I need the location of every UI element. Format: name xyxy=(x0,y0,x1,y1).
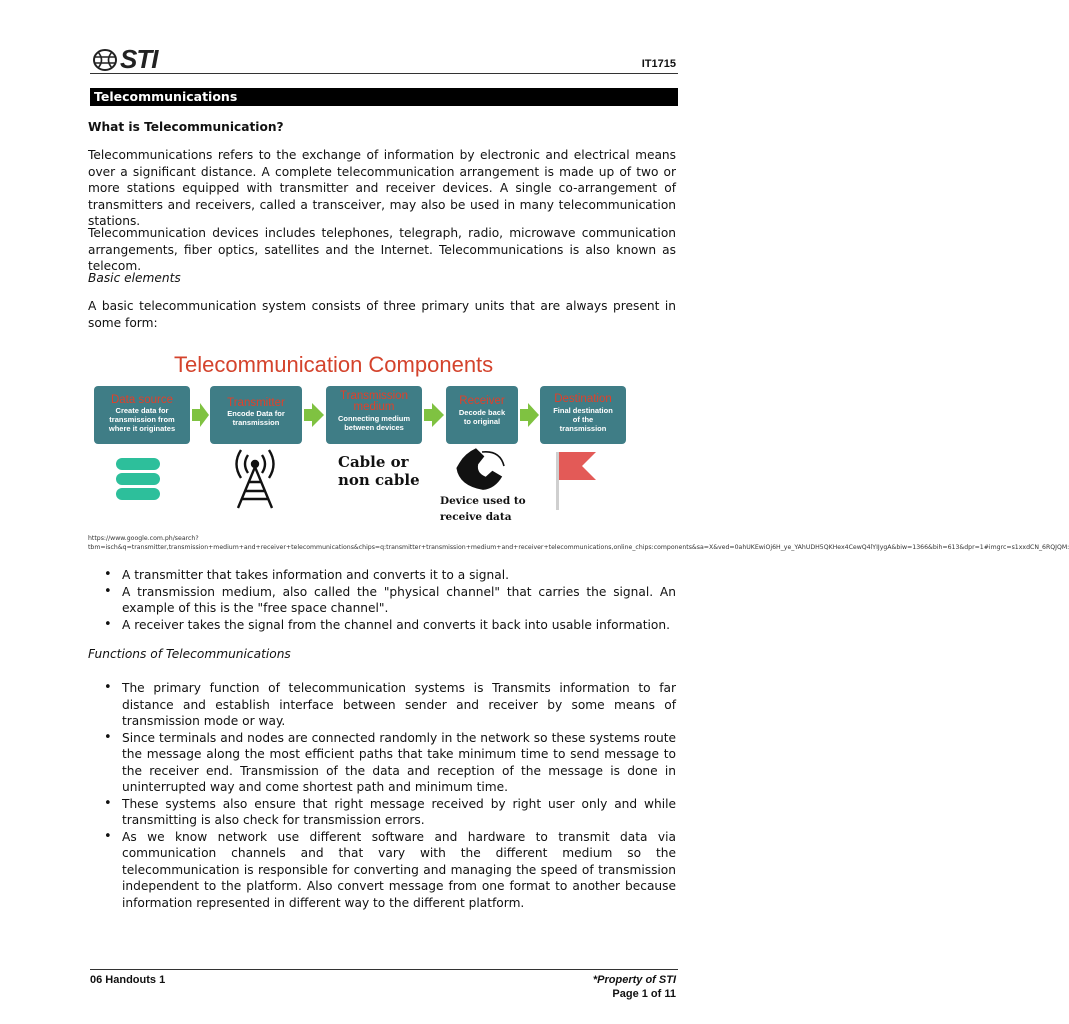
list-item: • The primary function of telecommunication systems is Transmits information to far distance and establish interface between sender and receiver by some means of transmission mode or way. xyxy=(104,680,676,730)
box-title: Data source xyxy=(110,394,174,406)
device-label: receive data xyxy=(440,511,512,523)
box-desc: to original xyxy=(463,417,501,426)
device-label: Device used to xyxy=(440,495,526,507)
document-code: IT1715 xyxy=(641,58,676,70)
cable-label: non cable xyxy=(338,471,420,489)
paragraph-definition: Telecommunications refers to the exchange of information by electronic and electrical means over a significant distance. A complete telecommunication arrangement is made up of two or more stations equipped with transmitter and receiver devices. A single co-arrangement of transmitters and receivers, called a transceiver, may also be used in many telecommunication stations. xyxy=(88,148,676,228)
subheading-functions: Functions of Telecommunications xyxy=(88,647,291,661)
cable-label: Cable or xyxy=(338,453,409,471)
list-item: • These systems also ensure that right message received by right user only and while transmitting is also check for transmission errors. xyxy=(104,796,676,829)
box-title: Destination xyxy=(554,393,612,405)
flag-icon xyxy=(556,452,596,510)
box-transmitter xyxy=(210,386,302,444)
list-item: • Since terminals and nodes are connected randomly in the network so these systems route the message along the most efficient paths that take minimum time to send message to the receiver end. Transmission of the data and reception of the message is done in uninterrupted way and come shortest path and minimum time. xyxy=(104,730,676,796)
box-desc: Connecting medium xyxy=(337,414,411,423)
functions-list xyxy=(104,680,676,911)
box-destination xyxy=(540,386,626,444)
box-desc: of the xyxy=(572,415,594,424)
box-desc: transmission xyxy=(559,424,607,433)
box-title: Transmitter xyxy=(227,397,285,409)
paragraph-basic-system: A basic telecommunication system consists of three primary units that are always present in some form: xyxy=(88,299,676,330)
section-title: Telecommunications xyxy=(90,88,678,106)
basic-elements-list xyxy=(104,567,676,633)
footer-info xyxy=(593,973,676,1001)
components-diagram xyxy=(90,346,630,532)
footer-handout: 06 Handouts 1 xyxy=(90,974,166,986)
phone-icon xyxy=(453,444,505,496)
box-title: Transmission xyxy=(340,390,408,402)
globe-icon xyxy=(92,48,118,72)
box-title: Receiver xyxy=(459,395,505,407)
page-number: Page 1 of 11 xyxy=(612,988,676,1000)
box-desc: Final destination xyxy=(553,406,613,415)
header-rule xyxy=(90,73,678,74)
list-item: • A transmitter that takes information and converts it to a signal. xyxy=(104,567,676,584)
footer-property: *Property of STI xyxy=(592,974,676,986)
sti-logo xyxy=(92,44,157,75)
logo-text: STI xyxy=(120,44,158,74)
arrow-icon xyxy=(520,403,539,427)
box-desc: where it originates xyxy=(108,424,176,433)
list-item: • A receiver takes the signal from the channel and converts it back into usable information. xyxy=(104,617,676,634)
box-transmission-medium xyxy=(326,386,422,444)
list-item: • A transmission medium, also called the "physical channel" that carries the signal. An example of this is the "free space channel". xyxy=(104,584,676,617)
box-receiver xyxy=(446,386,518,444)
box-title: medium xyxy=(353,401,395,413)
arrow-icon xyxy=(192,403,209,427)
box-desc: Encode Data for xyxy=(227,409,285,418)
database-icon xyxy=(116,458,160,500)
image-source-url: https://www.google.com.ph/search?tbm=isch&q=transmitter,transmission+medium+and+receiver+telecommunications&chips=q:transmitter+transmission+medium+and+receiver+telecommunications,online_chips:components&sa=X&ved=0ahUKEwiOj6H_ye_YAhUDH5QKHex4CewQ4lYIJygA&biw=1366&bih=613&dpr=1#imgrc=s1xxdCN_6RQJQM: xyxy=(88,535,1069,551)
box-desc: transmission from xyxy=(109,415,175,424)
heading-what-is: What is Telecommunication? xyxy=(88,120,284,134)
arrow-icon xyxy=(424,403,444,427)
diagram-title: Telecommunication Components xyxy=(174,352,494,377)
subheading-basic-elements: Basic elements xyxy=(88,271,181,285)
box-desc: Decode back xyxy=(458,408,506,417)
paragraph-devices: Telecommunication devices includes telephones, telegraph, radio, microwave communication arrangements, fiber optics, satellites and the Internet. Telecommunications is also known as telecom. xyxy=(88,226,676,273)
arrow-icon xyxy=(304,403,324,427)
box-data-source xyxy=(94,386,190,444)
antenna-tower-icon xyxy=(237,450,274,508)
box-desc: Create data for xyxy=(115,406,169,415)
list-item: • As we know network use different software and hardware to transmit data via communication channels and that vary with the different medium so the telecommunication is responsible for converting and managing the speed of transmission independent to the platform. Also convert message from one format to another because information represented in different way to the different platform. xyxy=(104,829,676,912)
footer-rule xyxy=(90,969,678,970)
box-desc: between devices xyxy=(344,423,404,432)
box-desc: transmission xyxy=(232,418,280,427)
